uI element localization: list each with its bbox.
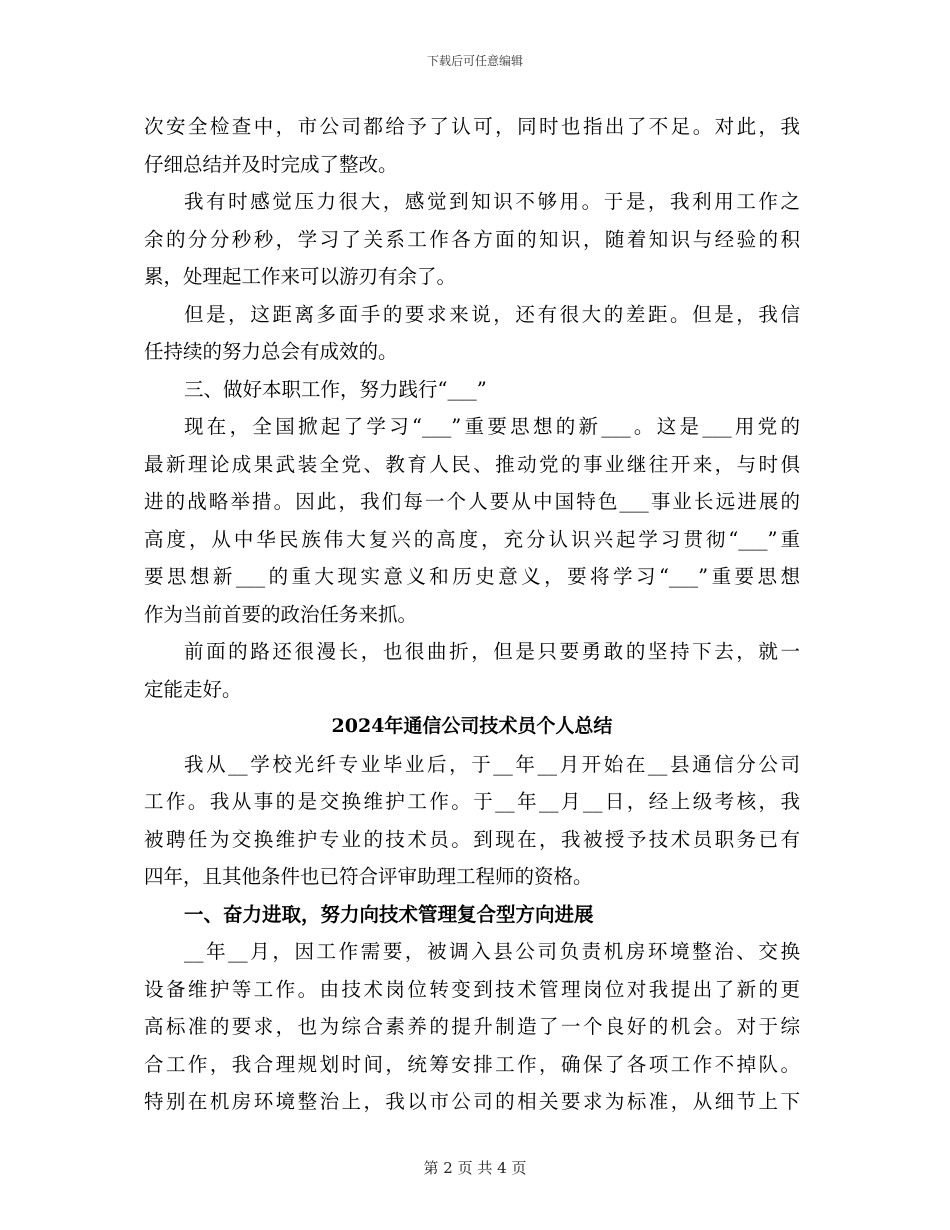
text-line: 我从__学校光纤专业毕业后，于__年__月开始在__县通信分公司 <box>184 752 800 776</box>
text-line: 最新理论成果武装全党、教育人民、推动党的事业继往开来，与时俱 <box>144 452 800 476</box>
page-footer: 第 2 页 共 4 页 <box>423 1159 527 1177</box>
text-line: 现在，全国掀起了学习“___”重要思想的新___。这是___用党的 <box>184 415 800 438</box>
text-line: 前面的路还很漫长，也很曲折，但是只要勇敢的坚持下去，就一 <box>184 640 800 663</box>
text-line: 余的分分秒秒，学习了关系工作各方面的知识，随着知识与经验的积 <box>144 227 800 251</box>
text-line: 仔细总结并及时完成了整改。 <box>144 152 398 176</box>
text-line: 任持续的努力总会有成效的。 <box>144 340 398 363</box>
text-line: 特别在机房环境整治上，我以市公司的相关要求为标准，从细节上下 <box>144 1090 800 1113</box>
text-line: 高度，从中华民族伟大复兴的高度，充分认识兴起学习贯彻“___”重 <box>144 527 800 551</box>
text-line: 进的战略举措。因此，我们每一个人要从中国特色___事业长远进展的 <box>144 490 800 513</box>
text-line: 我有时感觉压力很大，感觉到知识不够用。于是，我利用工作之 <box>184 190 800 213</box>
text-line: 被聘任为交换维护专业的技术员。到现在，我被授予技术员职务已有 <box>144 827 800 851</box>
text-line: 合工作，我合理规划时间，统筹安排工作，确保了各项工作不掉队。 <box>144 1052 800 1076</box>
section-heading: 一、奋力进取，努力向技术管理复合型方向进展 <box>184 902 594 926</box>
text-line: 但是，这距离多面手的要求来说，还有很大的差距。但是，我信 <box>184 302 800 326</box>
text-line: 累，处理起工作来可以游刃有余了。 <box>144 265 457 288</box>
text-line: 作为当前首要的政治任务来抓。 <box>144 602 418 626</box>
text-line: 次安全检查中，市公司都给予了认可，同时也指出了不足。对此，我 <box>144 115 800 138</box>
text-line: __年__月，因工作需要，被调入县公司负责机房环境整治、交换 <box>184 940 800 963</box>
text-line: 要思想新___的重大现实意义和历史意义，要将学习“___”重要思想 <box>144 565 800 588</box>
document-title: 2024年通信公司技术员个人总结 <box>331 715 613 737</box>
section-heading: 三、做好本职工作，努力践行“___” <box>184 377 487 401</box>
document-body <box>144 108 800 1121</box>
text-line: 工作。我从事的是交换维护工作。于__年__月__日，经上级考核，我 <box>144 790 800 813</box>
text-line: 高标准的要求，也为综合素养的提升制造了一个良好的机会。对于综 <box>144 1015 800 1038</box>
text-line: 四年，且其他条件也已符合评审助理工程师的资格。 <box>144 865 593 888</box>
text-line: 设备维护等工作。由技术岗位转变到技术管理岗位对我提出了新的更 <box>144 977 800 1001</box>
text-line: 定能走好。 <box>144 677 242 701</box>
page-header: 下载后可任意编辑 <box>426 54 523 68</box>
